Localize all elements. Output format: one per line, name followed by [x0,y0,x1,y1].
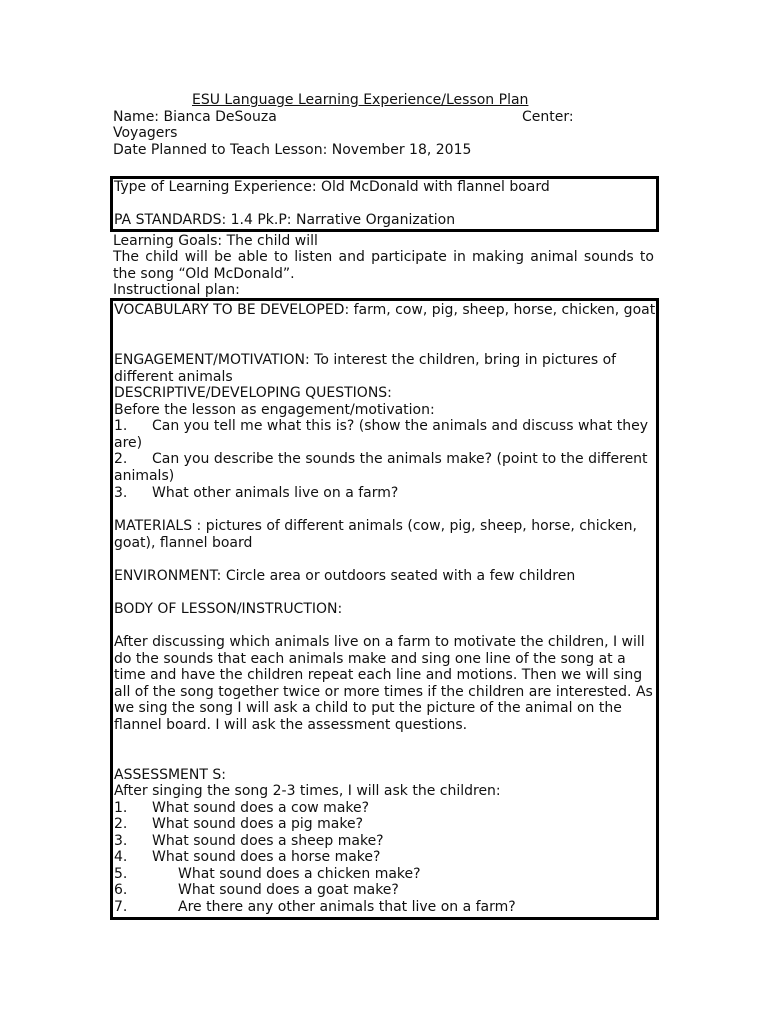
assessment-number: 4. [114,849,128,865]
engagement-section: ENGAGEMENT/MOTIVATION: To interest the children, bring in pictures of different animals [114,352,617,385]
assessment-text: What sound does a pig make? [152,816,363,832]
assessment-item [114,849,656,866]
document-title: ESU Language Learning Experience/Lesson Plan [192,92,529,108]
assessment-number: 1. [114,800,128,816]
assessment-item [114,833,656,850]
assessment-item [114,882,656,899]
questions-intro: Before the lesson as engagement/motivation: [114,402,435,418]
assessment-number: 2. [114,816,128,832]
instructional-plan-label: Instructional plan: [113,282,240,298]
question-text: What other animals live on a farm? [152,485,399,501]
teacher-name: Name: Bianca DeSouza [113,109,277,125]
assessment-text: Are there any other animals that live on a farm? [178,899,516,915]
assessment-number: 6. [114,882,128,898]
question-item [114,418,656,451]
center-value: Voyagers [113,125,178,141]
learning-goals-text: The child will be able to listen and participate in making animal sounds to the song “Old McDonald”. [113,249,654,282]
assessment-text: What sound does a horse make? [152,849,381,865]
assessment-heading: ASSESSMENT S: [114,767,226,783]
assessment-text: What sound does a sheep make? [152,833,384,849]
question-number: 2. [114,451,128,467]
assessment-item [114,816,656,833]
assessment-text: What sound does a chicken make? [178,866,421,882]
body-heading: BODY OF LESSON/INSTRUCTION: [114,601,343,617]
assessment-intro: After singing the song 2-3 times, I will ask the children: [114,783,501,799]
assessment-text: What sound does a cow make? [152,800,370,816]
assessment-item [114,899,656,916]
assessment-number: 7. [114,899,128,915]
center-label: Center: [522,109,574,125]
vocabulary-section: VOCABULARY TO BE DEVELOPED: farm, cow, pig, sheep, horse, chicken, goat [114,302,656,318]
question-item [114,451,656,484]
question-number: 3. [114,485,128,501]
materials-section: MATERIALS : pictures of different animals (cow, pig, sheep, horse, chicken, goat), flannel board [114,518,637,551]
learning-goals-label: Learning Goals: The child will [113,233,318,249]
question-text: Can you tell me what this is? (show the animals and discuss what they are) [114,418,649,451]
assessment-item [114,800,656,817]
question-text: Can you describe the sounds the animals make? (point to the different animals) [114,451,648,484]
pa-standards: PA STANDARDS: 1.4 Pk.P: Narrative Organization [114,212,456,228]
experience-type: Type of Learning Experience: Old McDonald with flannel board [114,179,550,195]
assessment-text: What sound does a goat make? [178,882,399,898]
body-text: After discussing which animals live on a farm to motivate the children, I will do the sounds that each animals make and sing one line of the song at a time and have the children repeat each line and motions. Then we will sing all of the song together twice or more times if the children are interested. As we sing the song I will ask a child to put the picture of the animal on the flannel board. I will ask the assessment questions. [114,634,653,733]
question-number: 1. [114,418,128,434]
environment-section: ENVIRONMENT: Circle area or outdoors seated with a few children [114,568,576,584]
date-planned: Date Planned to Teach Lesson: November 18, 2015 [113,142,472,158]
questions-heading: DESCRIPTIVE/DEVELOPING QUESTIONS: [114,385,392,401]
assessment-number: 5. [114,866,128,882]
question-item [114,485,656,502]
assessment-number: 3. [114,833,128,849]
assessment-item [114,866,656,883]
